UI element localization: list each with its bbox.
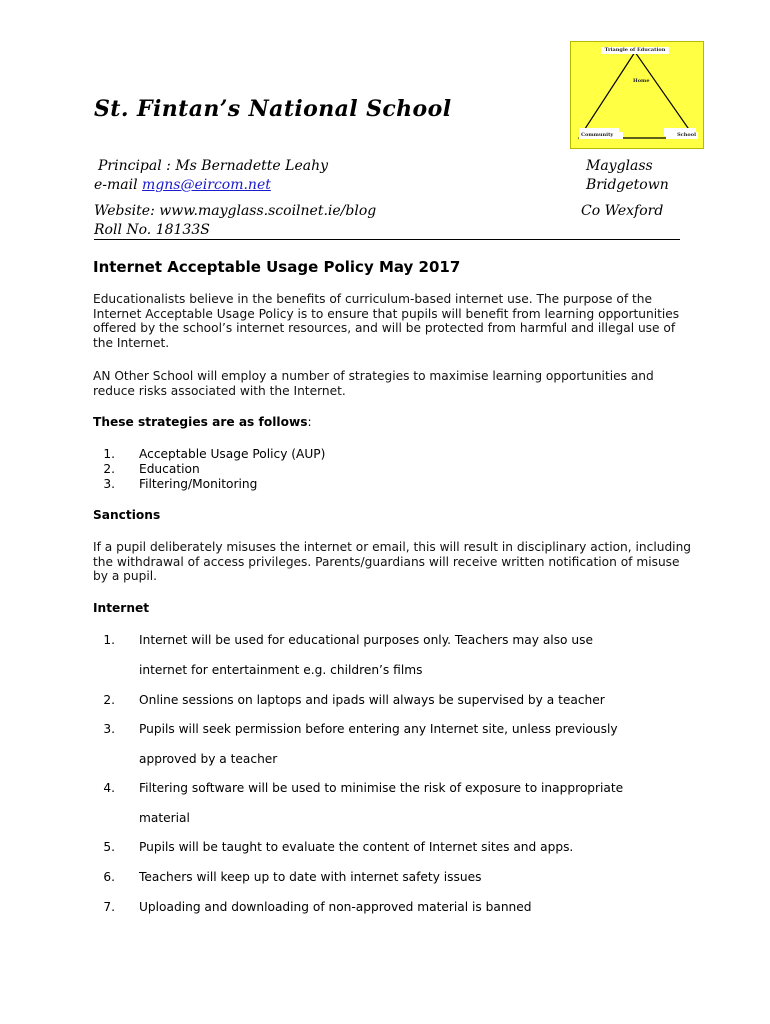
strategy-paragraph: AN Other School will employ a number of strategies to maximise learning opportunities and reduce risks associated with the Internet. [93,369,654,398]
strategies-heading [93,415,312,429]
list-item-number: 4. [103,781,115,795]
list-item-text: Filtering software will be used to minimise the risk of exposure to inappropriate [139,781,624,795]
address-line-2: Bridgetown [586,177,669,193]
list-item-number: 3. [103,722,115,736]
list-item-number: 7. [103,900,115,914]
strategies-heading-text: These strategies are as follows [93,415,308,429]
email-line [94,176,271,194]
school-logo [570,41,704,149]
strategies-heading-colon: : [307,415,312,429]
sanctions-heading: Sanctions [93,508,161,522]
roll-number: Roll No. 18133S [94,222,210,238]
school-name: St. Fintan’s National School [94,96,452,122]
email-label: e-mail [94,177,143,193]
list-item-text: Acceptable Usage Policy (AUP) [139,447,326,461]
list-item-text: Education [139,462,200,476]
logo-label-school: School [666,132,698,139]
list-item-number: 1. [103,447,115,461]
list-item-text: Filtering/Monitoring [139,477,258,491]
list-item-text: internet for entertainment e.g. children’s films [139,663,423,677]
document-title: Internet Acceptable Usage Policy May 2017 [93,258,461,276]
list-item-text: Online sessions on laptops and ipads will always be supervised by a teacher [139,693,605,707]
address-line-1: Mayglass [586,158,653,174]
header-divider [94,239,680,240]
logo-label-community: Community [579,132,623,139]
logo-title: Triangle of Education [601,47,669,54]
logo-label-home: Home [633,78,650,84]
list-item-number: 1. [103,633,115,647]
sanctions-paragraph: If a pupil deliberately misuses the internet or email, this will result in disciplinary action, including the withdrawal of access privileges. Parents/guardians will receive written notification of misuse by a pupil. [93,540,692,584]
internet-heading: Internet [93,601,150,615]
list-item-text: Pupils will be taught to evaluate the content of Internet sites and apps. [139,840,574,854]
list-item-number: 3. [103,477,115,491]
list-item-number: 2. [103,693,115,707]
list-item-text: Pupils will seek permission before entering any Internet site, unless previously [139,722,618,736]
list-item-text: Teachers will keep up to date with internet safety issues [139,870,482,884]
list-item-number: 5. [103,840,115,854]
list-item-text: Internet will be used for educational purposes only. Teachers may also use [139,633,593,647]
list-item-text: Uploading and downloading of non-approved material is banned [139,900,532,914]
list-item-text: material [139,811,190,825]
list-item-number: 2. [103,462,115,476]
principal-line: Principal : Ms Bernadette Leahy [98,158,329,174]
intro-paragraph: Educationalists believe in the benefits of curriculum-based internet use. The purpose of the Internet Acceptable Usage Policy is to ensure that pupils will benefit from learning opportunities offered by the school’s internet resources, and will be protected from harmful and illegal use of the Internet. [93,292,680,350]
email-link[interactable]: mgns@eircom.net [142,177,271,193]
list-item-text: approved by a teacher [139,752,278,766]
website-line: Website: www.mayglass.scoilnet.ie/blog [94,203,377,219]
list-item-number: 6. [103,870,115,884]
address-line-3: Co Wexford [581,203,664,219]
